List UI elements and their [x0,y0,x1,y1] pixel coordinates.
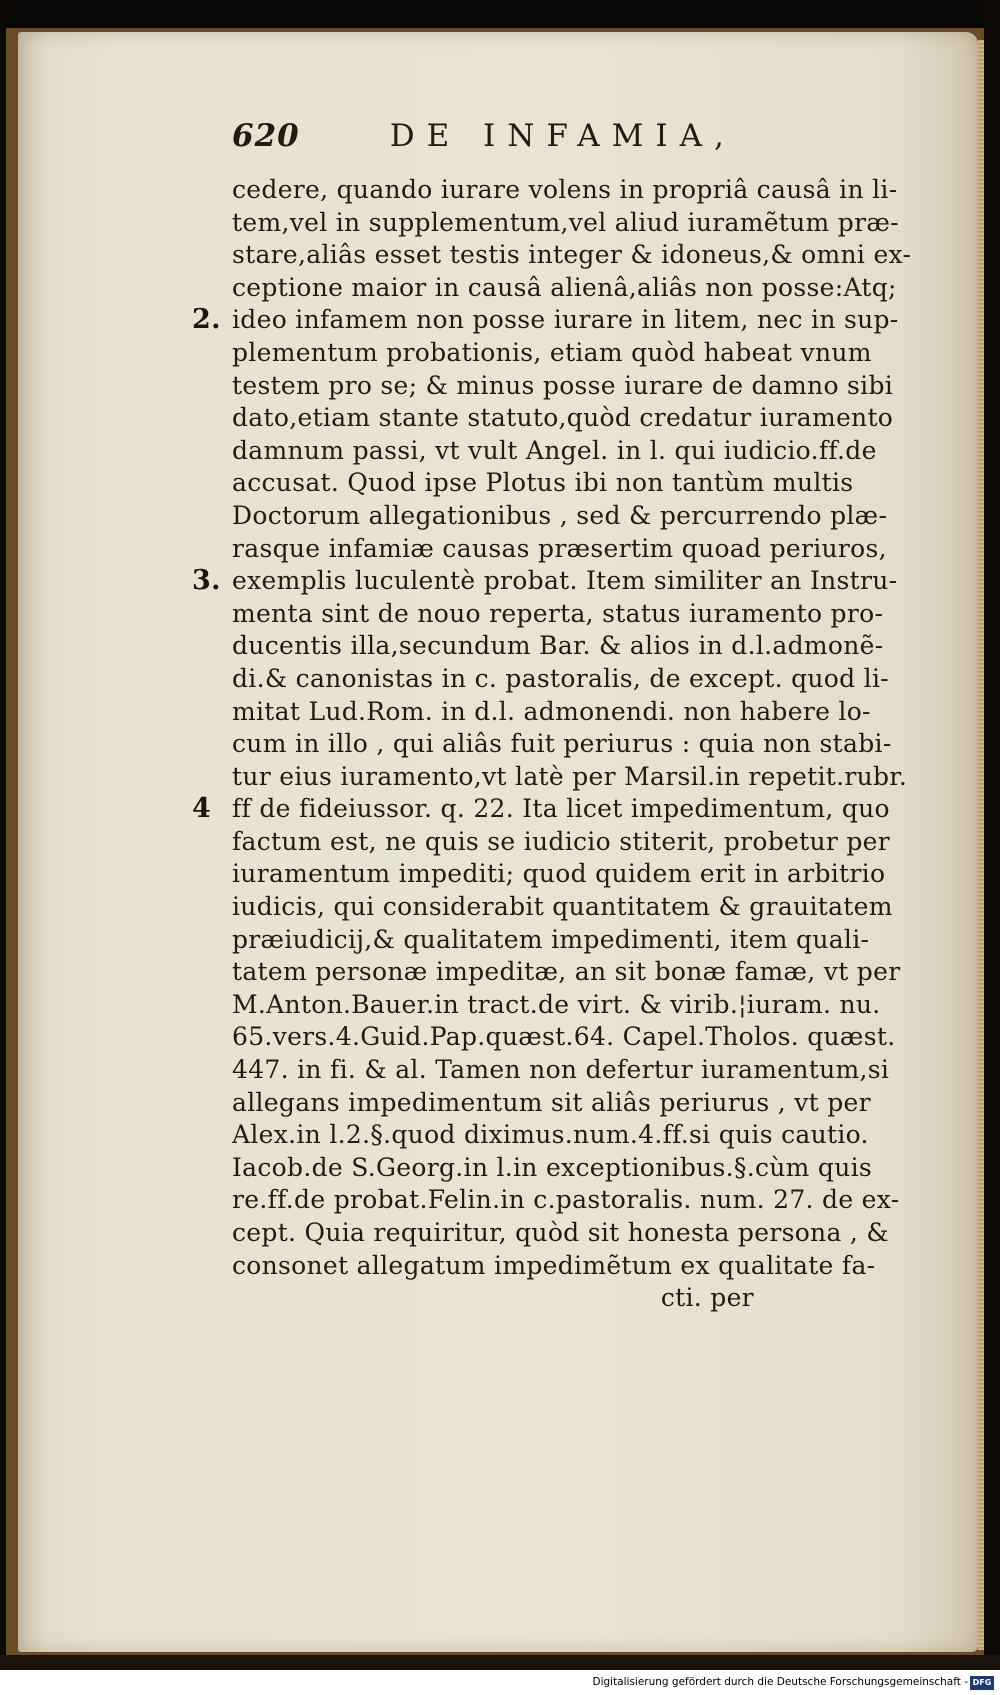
text-line [232,467,952,500]
text-line [232,663,952,696]
line-text: ff de fideiussor. q. 22. Ita licet impedimentum, quo [232,794,890,824]
line-text: ceptione maior in causâ alienâ,aliâs non posse:Atq; [232,272,897,302]
line-text: mitat Lud.Rom. in d.l. admonendi. non habere lo- [232,696,871,726]
text-line [232,1217,952,1250]
marginal-note-number: 2. [192,304,221,336]
text-line [232,1250,952,1283]
line-text: cept. Quia requiritur, quòd sit honesta persona , & [232,1218,889,1247]
line-text: M.Anton.Bauer.in tract.de virt. & virib.¦iuram. nu. [232,989,881,1019]
text-line [232,207,952,240]
line-text: testem pro se; & minus posse iurare de damno sibi [232,370,894,400]
text-line [192,304,952,337]
line-text: damnum passi, vt vult Angel. in l. qui iudicio.ff.de [232,435,877,465]
text-line [232,598,952,631]
text-line [232,272,952,305]
line-text: plementum probationis, etiam quòd habeat vnum [232,337,872,367]
line-text: cum in illo , qui aliâs fuit periurus : quia non stabi- [232,729,892,759]
line-text: factum est, ne quis se iudicio stiterit, probetur per [232,826,891,856]
line-text: tur eius iuramento,vt latè per Marsil.in repetit.rubr. [232,761,908,791]
line-text: cedere, quando iurare volens in propriâ causâ in li- [232,175,898,204]
scan-border-right [984,0,1000,1670]
text-line [232,402,952,435]
text-line [232,891,952,924]
text-block [192,118,952,1315]
line-text: Alex.in l.2.§.quod diximus.num.4.ff.si quis cautio. [232,1120,869,1150]
line-text: menta sint de nouo reperta, status iuramento pro- [232,598,884,628]
text-line [232,1054,952,1087]
line-text: tatem personæ impeditæ, an sit bonæ famæ, vt per [232,957,901,987]
line-text: re.ff.de probat.Felin.in c.pastoralis. num. 27. de ex- [232,1185,900,1215]
line-text: exemplis luculentè probat. Item similiter an Instru- [232,566,898,596]
text-line [232,761,952,794]
text-line [232,858,952,891]
text-line [232,370,952,403]
line-text: rasque infamiæ causas præsertim quoad periuros, [232,533,887,563]
text-line [232,239,952,272]
text-line [232,924,952,957]
text-line [232,533,952,566]
text-line [232,1087,952,1120]
text-line [232,435,952,468]
line-text: stare,aliâs esset testis integer & idoneus,& omni ex- [232,240,912,270]
text-line [232,989,952,1022]
line-text: allegans impedimentum sit aliâs periurus , vt per [232,1087,871,1117]
line-text: iuramentum impediti; quod quidem erit in arbitrio [232,859,886,889]
digitization-footer [0,1672,1000,1695]
text-line [232,174,952,207]
text-line [232,696,952,729]
page-number: 620 [232,118,300,154]
line-text: Iacob.de S.Georg.in l.in exceptionibus.§.cùm quis [232,1152,873,1182]
text-line [232,337,952,370]
funding-credit: Digitalisierung gefördert durch die Deutsche Forschungsgemeinschaft - [592,1676,968,1688]
line-text: di.& canonistas in c. pastoralis, de except. quod li- [232,663,890,693]
text-line [232,1021,952,1054]
line-text: accusat. Quod ipse Plotus ibi non tantùm multis [232,468,854,498]
line-text: consonet allegatum impedimẽtum ex qualitate fa- [232,1250,876,1280]
text-line [232,826,952,859]
text-line [232,956,952,989]
dfg-logo: DFG [970,1676,994,1690]
line-text: dato,etiam stante statuto,quòd credatur iuramento [232,403,894,433]
line-text: præiudicij,& qualitatem impedimenti, item quali- [232,924,870,954]
text-line [232,1184,952,1217]
text-line [232,1119,952,1152]
marginal-note-number: 3. [192,565,221,597]
line-text: 447. in fi. & al. Tamen non defertur iuramentum,si [232,1055,890,1085]
line-text: cti. per [232,1283,754,1313]
line-text: tem,vel in supplementum,vel aliud iuramẽtum præ- [232,207,899,237]
line-text: Doctorum allegationibus , sed & percurrendo plæ- [232,500,888,530]
line-text: ducentis illa,secundum Bar. & alios in d.l.admonẽ- [232,631,884,661]
text-line [192,793,952,826]
text-line [232,728,952,761]
scan-border-top [0,0,1000,30]
line-text: 65.vers.4.Guid.Pap.quæst.64. Capel.Tholos. quæst. [232,1022,896,1052]
text-line [232,500,952,533]
running-header [232,118,952,174]
marginal-note-number: 4 [192,793,212,825]
text-line [232,1282,952,1315]
line-text: iudicis, qui considerabit quantitatem & grauitatem [232,892,893,922]
text-line [192,565,952,598]
body-text [192,174,952,1315]
text-line [232,630,952,663]
line-text: ideo infamem non posse iurare in litem, nec in sup- [232,305,899,335]
scan-border-bottom [0,1655,1000,1670]
text-line [232,1152,952,1185]
running-title: DE INFAMIA, [389,118,736,154]
